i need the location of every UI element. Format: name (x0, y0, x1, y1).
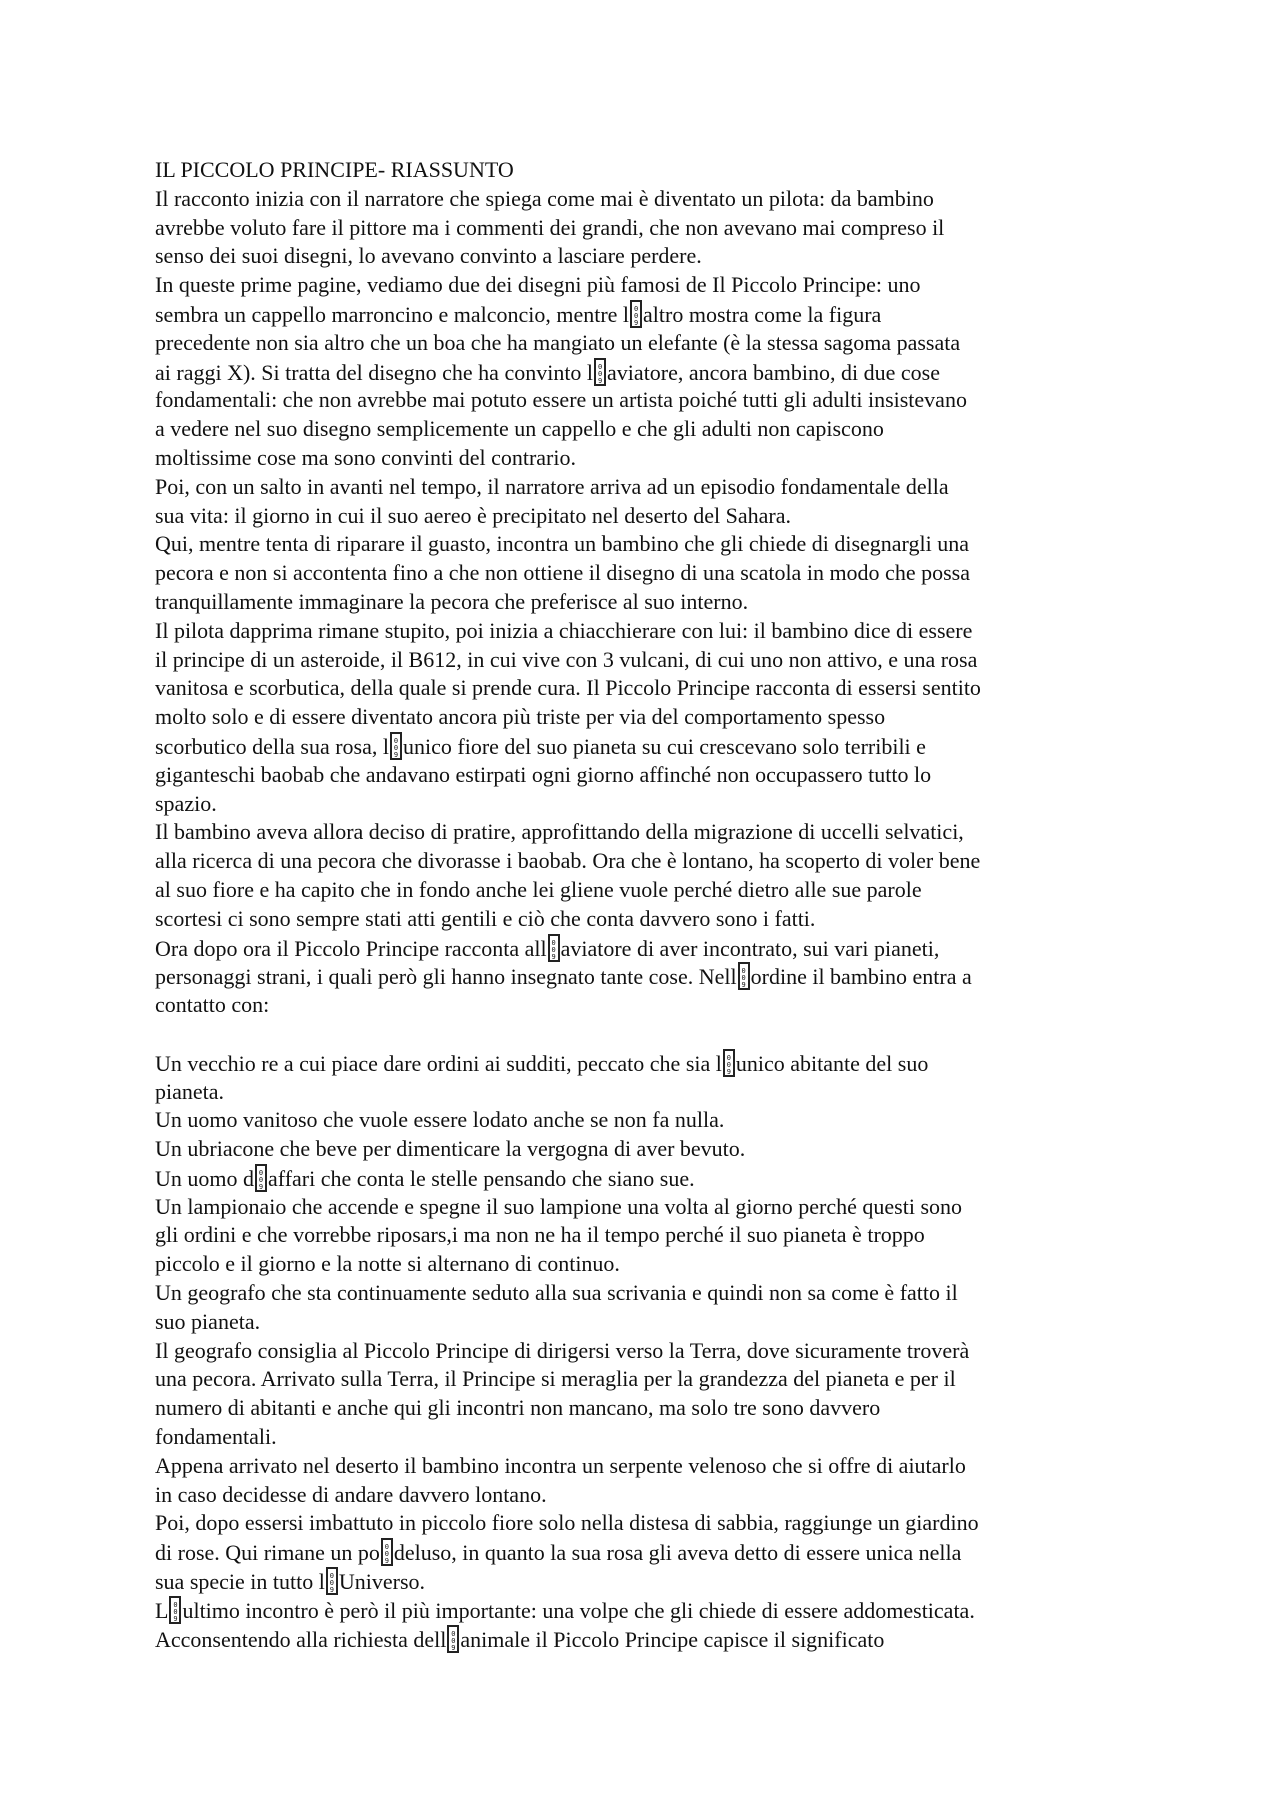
body-line: gli ordini e che vorrebbe riposars,i ma non ne ha il tempo perché il suo pianeta è troppo (155, 1222, 925, 1248)
body-line: Qui, mentre tenta di riparare il guasto, incontra un bambino che gli chiede di disegnargli una (155, 531, 969, 557)
document-body (155, 185, 1140, 1654)
body-line: di rose. Qui rimane un po 0 0 9 deluso, in quanto la sua rosa gli aveva detto di essere unica nella (155, 1540, 962, 1566)
body-line: contatto con: (155, 992, 270, 1018)
body-line: a vedere nel suo disegno semplicemente un cappello e che gli adulti non capiscono (155, 416, 884, 442)
body-line: numero di abitanti e anche qui gli incontri non mancano, ma solo tre sono davvero (155, 1395, 881, 1421)
document-title: IL PICCOLO PRINCIPE- RIASSUNTO (155, 157, 514, 182)
body-line: moltissime cose ma sono convinti del contrario. (155, 444, 576, 470)
body-line: Un vecchio re a cui piace dare ordini ai sudditi, peccato che sia l 0 0 9 unico abitante del suo (155, 1050, 929, 1076)
body-line: Il pilota dapprima rimane stupito, poi inizia a chiacchierare con lui: il bambino dice di essere (155, 617, 973, 643)
body-line: Poi, con un salto in avanti nel tempo, il narratore arriva ad un episodio fondamentale della (155, 473, 949, 499)
body-line: sua specie in tutto l 0 0 9 Universo. (155, 1569, 426, 1595)
body-line: Il geografo consiglia al Piccolo Principe di dirigersi verso la Terra, dove sicuramente troverà (155, 1337, 970, 1363)
body-line: molto solo e di essere diventato ancora più triste per via del comportamento spesso (155, 704, 886, 730)
body-line: il principe di un asteroide, il B612, in cui vive con 3 vulcani, di cui uno non attivo, e una rosa (155, 646, 978, 672)
body-line: personaggi strani, i quali però gli hanno insegnato tante cose. Nell 0 0 9 ordine il bambino entra a (155, 964, 972, 990)
missing-glyph-icon: 0 0 9 (723, 1049, 735, 1077)
body-line: spazio. (155, 790, 217, 816)
body-line: L 0 0 9 ultimo incontro è però il più importante: una volpe che gli chiede di essere addomesticata. (155, 1597, 975, 1623)
body-line: Un uomo d 0 0 9 affari che conta le stelle pensando che siano sue. (155, 1165, 695, 1191)
body-line: pecora e non si accontenta fino a che non ottiene il disegno di una scatola in modo che possa (155, 560, 970, 586)
body-line: Appena arrivato nel deserto il bambino incontra un serpente velenoso che si offre di aiutarlo (155, 1452, 966, 1478)
blank-line (155, 1020, 1140, 1049)
body-line: Un uomo vanitoso che vuole essere lodato anche se non fa nulla. (155, 1107, 725, 1133)
body-line: fondamentali: che non avrebbe mai potuto essere un artista poiché tutti gli adulti insistevano (155, 387, 967, 413)
body-line: sembra un cappello marroncino e malconcio, mentre l 0 0 9 altro mostra come la figura (155, 301, 882, 327)
body-line: Il bambino aveva allora deciso di pratire, approfittando della migrazione di uccelli selvatici, (155, 819, 964, 845)
missing-glyph-icon: 0 0 9 (594, 358, 606, 386)
missing-glyph-icon: 0 0 9 (548, 934, 560, 962)
body-line: scortesi ci sono sempre stati atti gentili e ciò che conta davvero sono i fatti. (155, 905, 816, 931)
body-line: avrebbe voluto fare il pittore ma i commenti dei grandi, che non avevano mai compreso il (155, 214, 945, 240)
body-line: in caso decidesse di andare davvero lontano. (155, 1481, 547, 1507)
body-line: senso dei suoi disegni, lo avevano convinto a lasciare perdere. (155, 243, 702, 269)
missing-glyph-icon: 0 0 9 (381, 1538, 393, 1566)
missing-glyph-icon: 0 0 9 (390, 732, 402, 760)
body-line: Acconsentendo alla richiesta dell 0 0 9 animale il Piccolo Principe capisce il significato (155, 1626, 885, 1652)
body-line: fondamentali. (155, 1424, 277, 1450)
missing-glyph-icon: 0 0 9 (326, 1567, 338, 1595)
body-line: In queste prime pagine, vediamo due dei disegni più famosi de Il Piccolo Principe: uno (155, 272, 921, 298)
document-page (155, 156, 1140, 1653)
body-line: pianeta. (155, 1078, 225, 1104)
missing-glyph-icon: 0 0 9 (255, 1164, 267, 1192)
body-line: tranquillamente immaginare la pecora che preferisce al suo interno. (155, 588, 749, 614)
body-line: una pecora. Arrivato sulla Terra, il Principe si meraglia per la grandezza del pianeta e per il (155, 1366, 956, 1392)
body-line: sua vita: il giorno in cui il suo aereo è precipitato nel deserto del Sahara. (155, 502, 791, 528)
body-line: giganteschi baobab che andavano estirpati ogni giorno affinché non occupassero tutto lo (155, 761, 932, 787)
body-line: Poi, dopo essersi imbattuto in piccolo fiore solo nella distesa di sabbia, raggiunge un giardino (155, 1510, 979, 1536)
body-line: Un geografo che sta continuamente seduto alla sua scrivania e quindi non sa come è fatto il (155, 1280, 958, 1306)
missing-glyph-icon: 0 0 9 (447, 1625, 459, 1653)
body-line: scorbutico della sua rosa, l 0 0 9 unico fiore del suo pianeta su cui crescevano solo terribili e (155, 733, 926, 759)
body-line: al suo fiore e ha capito che in fondo anche lei gliene vuole perché dietro alle sue parole (155, 876, 922, 902)
body-line: ai raggi X). Si tratta del disegno che ha convinto l 0 0 9 aviatore, ancora bambino, di due cose (155, 359, 940, 385)
missing-glyph-icon: 0 0 9 (169, 1596, 181, 1624)
body-line: vanitosa e scorbutica, della quale si prende cura. Il Piccolo Principe racconta di essersi sentito (155, 675, 981, 701)
body-line: alla ricerca di una pecora che divorasse i baobab. Ora che è lontano, ha scoperto di voler bene (155, 848, 981, 874)
body-line: piccolo e il giorno e la notte si alternano di continuo. (155, 1251, 620, 1277)
body-line: precedente non sia altro che un boa che ha mangiato un elefante (è la stessa sagoma passata (155, 329, 961, 355)
body-line: Il racconto inizia con il narratore che spiega come mai è diventato un pilota: da bambino (155, 185, 934, 211)
body-line: Ora dopo ora il Piccolo Principe racconta all 0 0 9 aviatore di aver incontrato, sui vari pianeti, (155, 935, 940, 961)
body-line: Un ubriacone che beve per dimenticare la vergogna di aver bevuto. (155, 1136, 746, 1162)
body-line: suo pianeta. (155, 1308, 261, 1334)
body-line: Un lampionaio che accende e spegne il suo lampione una volta al giorno perché questi sono (155, 1193, 963, 1219)
missing-glyph-icon: 0 0 9 (630, 300, 642, 328)
missing-glyph-icon: 0 0 9 (738, 962, 750, 990)
